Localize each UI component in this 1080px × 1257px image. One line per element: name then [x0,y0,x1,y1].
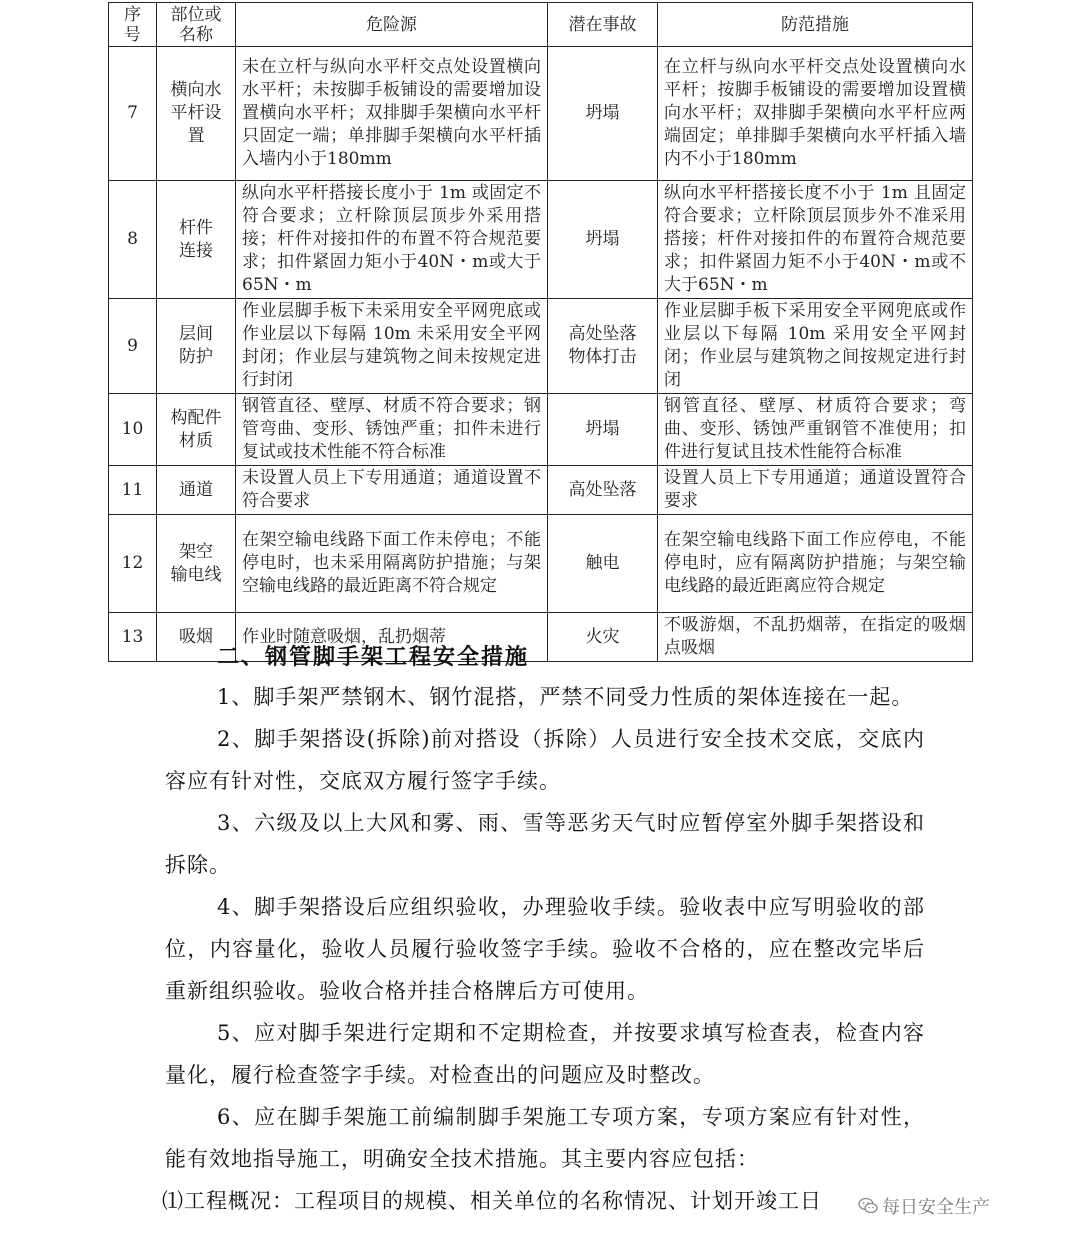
row-number: 13 [109,613,157,662]
row-accident: 坍塌 [548,394,658,466]
watermark-text: 每日安全生产 [882,1197,990,1218]
header-hazard: 危险源 [236,3,548,47]
row-number: 12 [109,515,157,613]
row-measure: 纵向水平杆搭接长度不小于 1m 且固定符合要求；立杆除顶层顶步外不准采用搭接；杆件对接扣件的布置符合规范要求；扣件紧固力矩不小于40N・m或不大于65N・m [658,181,973,299]
row-measure: 不吸游烟，不乱扔烟蒂，在指定的吸烟点吸烟 [658,613,973,662]
paragraph: 4、脚手架搭设后应组织验收，办理验收手续。验收表中应写明验收的部位，内容量化，验收人员履行验收签字手续。验收不合格的，应在整改完毕后重新组织验收。验收合格并挂合格牌后方可使用。 [165,895,925,1003]
row-accident: 火灾 [548,613,658,662]
row-measure: 钢管直径、壁厚、材质符合要求；弯曲、变形、锈蚀严重钢管不准使用；扣件进行复试且技术性能符合标准 [658,394,973,466]
paragraph: 3、六级及以上大风和雾、雨、雪等恶劣天气时应暂停室外脚手架搭设和拆除。 [165,811,925,877]
row-hazard: 未设置人员上下专用通道；通道设置不符合要求 [236,466,548,515]
row-part: 杆件 连接 [157,181,236,299]
row-part: 架空 输电线 [157,515,236,613]
row-hazard: 在架空输电线路下面工作未停电；不能停电时，也未采用隔离防护措施；与架空输电线路的最近距离不符合规定 [236,515,548,613]
table-row [109,181,973,299]
row-part: 层间 防护 [157,299,236,394]
table-header-row [109,3,973,47]
row-accident: 触电 [548,515,658,613]
table-row [109,394,973,466]
row-accident: 高处坠落 物体打击 [548,299,658,394]
paragraph: 5、应对脚手架进行定期和不定期检查，并按要求填写检查表，检查内容量化，履行检查签字手续。对检查出的问题应及时整改。 [165,1021,925,1087]
row-hazard: 纵向水平杆搭接长度小于 1m 或固定不符合要求；立杆除顶层顶步外采用搭接；杆件对接扣件的布置不符合规范要求；扣件紧固力矩小于40N・m或大于65N・m [236,181,548,299]
header-accident: 潜在事故 [548,3,658,47]
row-accident: 坍塌 [548,47,658,181]
row-part: 横向水 平杆设 置 [157,47,236,181]
hazard-table [108,2,973,662]
row-hazard: 钢管直径、壁厚、材质不符合要求；钢管弯曲、变形、锈蚀严重；扣件未进行复试或技术性能不符合标准 [236,394,548,466]
safety-measures-section [162,640,925,1222]
row-number: 11 [109,466,157,515]
table-row [109,299,973,394]
row-measure: 在架空输电线路下面工作应停电，不能停电时，应有隔离防护措施；与架空输电线路的最近距离应符合规定 [658,515,973,613]
row-number: 10 [109,394,157,466]
row-accident: 高处坠落 [548,466,658,515]
sub-item: ⑴工程概况：工程项目的规模、相关单位的名称情况、计划开竣工日 [162,1189,822,1213]
row-accident: 坍塌 [548,181,658,299]
row-number: 7 [109,47,157,181]
table-row [109,515,973,613]
row-part: 通道 [157,466,236,515]
row-number: 9 [109,299,157,394]
paragraph: 1、脚手架严禁钢木、钢竹混搭，严禁不同受力性质的架体连接在一起。 [217,685,914,709]
header-measure: 防范措施 [658,3,973,47]
watermark [858,1193,990,1219]
paragraph: 2、脚手架搭设(拆除)前对搭设（拆除）人员进行安全技术交底，交底内容应有针对性，交底双方履行签字手续。 [165,727,925,793]
row-part: 构配件 材质 [157,394,236,466]
header-serial: 序号 [109,3,157,47]
row-number: 8 [109,181,157,299]
row-hazard: 未在立杆与纵向水平杆交点处设置横向水平杆；未按脚手板铺设的需要增加设置横向水平杆；双排脚手架横向水平杆只固定一端；单排脚手架横向水平杆插入墙内小于180mm [236,47,548,181]
section-title: 二、钢管脚手架工程安全措施 [217,645,530,670]
row-part: 吸烟 [157,613,236,662]
row-hazard: 作业时随意吸烟，乱扔烟蒂 [236,613,548,662]
table-row [109,47,973,181]
row-hazard: 作业层脚手板下未采用安全平网兜底或作业层以下每隔 10m 未采用安全平网封闭；作业层与建筑物之间未按规定进行封闭 [236,299,548,394]
row-measure: 设置人员上下专用通道；通道设置符合要求 [658,466,973,515]
paragraph: 6、应在脚手架施工前编制脚手架施工专项方案，专项方案应有针对性，能有效地指导施工，明确安全技术措施。其主要内容应包括： [165,1105,925,1171]
table-row [109,466,973,515]
header-part: 部位或名称 [157,3,236,47]
wechat-icon [858,1197,878,1215]
row-measure: 作业层脚手板下采用安全平网兜底或作业层以下每隔 10m 采用安全平网封闭；作业层与建筑物之间按规定进行封闭 [658,299,973,394]
row-measure: 在立杆与纵向水平杆交点处设置横向水平杆；按脚手板铺设的需要增加设置横向水平杆；双排脚手架横向水平杆应两端固定；单排脚手架横向水平杆插入墙内不小于180mm [658,47,973,181]
